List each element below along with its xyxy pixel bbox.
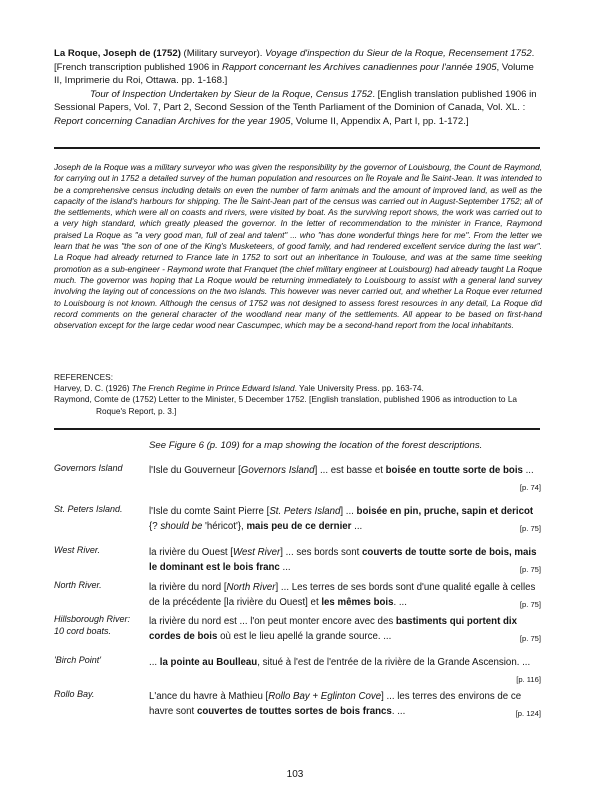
entry-quote-part: ... <box>149 657 160 668</box>
citation-title-en: Tour of Inspection Undertaken by Sieur de la Roque, Census 1752 <box>90 88 373 100</box>
citation-en-note-end: , Volume II, Appendix A, Part I, pp. 1-172.] <box>290 115 469 127</box>
entry-quote-part: ] ... les terres des environs de ce havre sont <box>149 691 522 717</box>
reference-harvey-title: The French Regime in Prince Edward Island <box>131 383 295 394</box>
entry-quote-part: la rivière du nord [ <box>149 582 227 593</box>
entry-quote-part: St. Peters Island <box>269 506 341 517</box>
entry-page-reference: [p. 75] <box>519 524 541 533</box>
citation-role: (Military surveyor). <box>180 48 266 59</box>
entry-quote-part: couvertes de touttes sortes de bois francs <box>196 706 392 717</box>
entry-page-reference: [p. 124] <box>515 709 541 718</box>
reference-harvey-publisher: . Yale University Press. pp. 163-74. <box>294 383 424 394</box>
entry-quote-part: ] ... Les terres de ses bords sont d'une qualité egalle à celles de la précédente [la rivière du Ouest] et <box>149 582 536 608</box>
entry-quote-part: Governors Island <box>240 465 315 476</box>
entry-quote-part: . ... <box>391 706 406 717</box>
entry-location: Governors Island <box>54 463 123 473</box>
entry-quote-part: 'héricot'}, <box>202 521 247 532</box>
entry-location: West River. <box>54 545 101 555</box>
divider-rule <box>54 147 540 149</box>
citation-fr-note-end: , Volume II, Imprimerie du Roi, Ottawa. pp. 1-168.] <box>54 61 534 87</box>
entry-location: St. Peters Island. <box>54 504 123 514</box>
entry-quote-part: les mêmes bois <box>321 597 394 608</box>
citation-fr-source: Rapport concernant les Archives canadiennes pour l'année 1905 <box>222 61 497 73</box>
reference-raymond: Raymond, Comte de (1752) Letter to the Minister, 5 December 1752. [English translation, published 1906 as introduction to La Roque's Report, p. 3.] <box>54 394 518 416</box>
figure-note: See Figure 6 (p. 109) for a map showing the location of the forest descriptions. <box>149 440 483 451</box>
entry-quote-part: la rivière du Ouest [ <box>149 547 233 558</box>
entry-quote <box>149 463 541 495</box>
entry-quote-part: should be <box>160 521 203 532</box>
entry-location: 'Birch Point' <box>54 655 101 665</box>
entry-quote <box>149 580 541 612</box>
citation-author: La Roque, Joseph de (1752) <box>54 48 181 59</box>
entry-quote <box>149 504 541 536</box>
entry-quote-part: ] ... <box>340 506 357 517</box>
entry-quote-part: Rollo Bay + Eglinton Cove <box>268 691 382 702</box>
entry-quote <box>149 545 541 577</box>
entry-quote-part: la pointe au Boulleau <box>159 657 258 668</box>
entry-quote-part: boisée en pin, pruche, sapin et dericot <box>356 506 534 517</box>
entry-page-reference: [p. 75] <box>519 565 541 574</box>
entry-quote-part: ] ... ses bords sont <box>280 547 363 558</box>
entry-quote-part: bastiments qui portent dix cordes de bois <box>149 616 517 642</box>
entry-quote-part: West River <box>233 547 281 558</box>
entry-quote <box>149 614 541 646</box>
entry-quote-part: où est le lieu apellé la grande source. ... <box>217 631 392 642</box>
entry-quote-part: , situé à l'est de l'entrée de la rivière de la Grande Ascension. ... <box>257 657 531 668</box>
entry-quote-part: L'ance du havre à Mathieu [ <box>149 691 269 702</box>
entry-page-reference: [p. 75] <box>519 634 541 643</box>
citation-en-note: . [English translation published 1906 in Sessional Papers, Vol. 7, Part 2, Second Session of the Tenth Parliament of the Dominion of Canada, Vol. XL. : <box>54 88 537 114</box>
citation-block <box>54 47 542 129</box>
entry-quote-part: couverts de toutte sorte de bois, mais le dominant est le bois franc <box>149 547 537 573</box>
entry-quote-part: . ... <box>393 597 407 608</box>
reference-harvey-author: Harvey, D. C. (1926) <box>54 383 132 394</box>
citation-title-fr: Voyage d'inspection du Sieur de la Roque, Recensement 1752 <box>265 48 532 59</box>
entry-quote-part: l'Isle du comte Saint Pierre [ <box>149 506 270 517</box>
entry-quote <box>149 655 541 687</box>
citation-fr-note: . [French transcription published 1906 in <box>54 48 535 73</box>
biography-paragraph: Joseph de la Roque was a military surveyor who was given the responsibility by the governor of Louisbourg, the Count de Raymond, for carrying out in 1752 a detailed survey of the human population and resources on Île Royale and Île Saint-Jean. It was intended to be a comprehensive census including details on even the number of farm animals and the amount of improved land, as well as the capacity of the island's harbours for shipping. The Île Saint-Jean part of the census was carried out in August-September 1752; all of the settlements, which were all on coasts and rivers, were visited by boat. As the surviving report shows, the work was carried out to a very high standard, which greatly pleased the governor. In the letter of recommendation to the minister in France, Raymond praised La Roque as "a very good man, full of zeal and talent" ... who "has done wonderful things here for me". From the letter we learn that he was "the son of one of the King's Musketeers, of good family, and had rendered excellent service during the last war". La Roque had already returned to France late in 1752 to sort out an inheritance in Toulouse, and was at the same time seeking promotion as a sub-engineer - Raymond wrote that Franquet (the chief military engineer at Louisbourg) had already taught La Roque much. The governor was hoping that La Roque would be returning immediately to Louisbourg to assist with a general land survey involving the laying out of concessions on the two islands. This however was never carried out, and whether La Roque ever returned to Louisbourg is not known. Although the census of 1752 was not designed to assess forest resources in any detail, La Roque did record comments on the general character of the woodland near many of the settlements. All appear to be based on first-hand observation except for the large cedar wood near Cascumpec, which may be a second-hand report from the local inhabitants. <box>54 162 542 331</box>
entry-quote-part: North River <box>226 582 276 593</box>
entry-quote-part: boisée en toutte sorte de bois <box>385 465 523 476</box>
entry-location: North River. <box>54 580 102 590</box>
entry-quote-part: ... <box>279 562 291 573</box>
entry-quote-part: ... <box>351 521 363 532</box>
citation-english <box>54 88 542 129</box>
citation-en-source: Report concerning Canadian Archives for the year 1905 <box>54 115 291 127</box>
page-number: 103 <box>286 769 304 780</box>
references-heading: REFERENCES: <box>54 372 114 382</box>
divider-rule <box>54 428 540 430</box>
entry-page-reference: [p. 74] <box>519 483 541 492</box>
references-block <box>54 372 542 417</box>
entry-page-reference: [p. 75] <box>519 600 541 609</box>
entry-location: Rollo Bay. <box>54 689 95 699</box>
entry-quote-part: la rivière du nord est ... l'on peut monter encore avec des <box>149 616 396 627</box>
entry-quote-part: {? <box>149 521 161 532</box>
reference-harvey <box>54 383 542 394</box>
entry-quote-part: ] ... est basse et <box>314 465 386 476</box>
entry-quote-part: ... <box>522 465 534 476</box>
entry-quote-part: mais peu de ce dernier <box>246 521 352 532</box>
entry-quote <box>149 689 541 721</box>
entry-location: Hillsborough River: 10 cord boats. <box>54 614 131 636</box>
citation-french <box>54 47 542 88</box>
entry-page-reference: [p. 116] <box>516 675 541 684</box>
entry-quote-part: l'Isle du Gouverneur [ <box>149 465 241 476</box>
